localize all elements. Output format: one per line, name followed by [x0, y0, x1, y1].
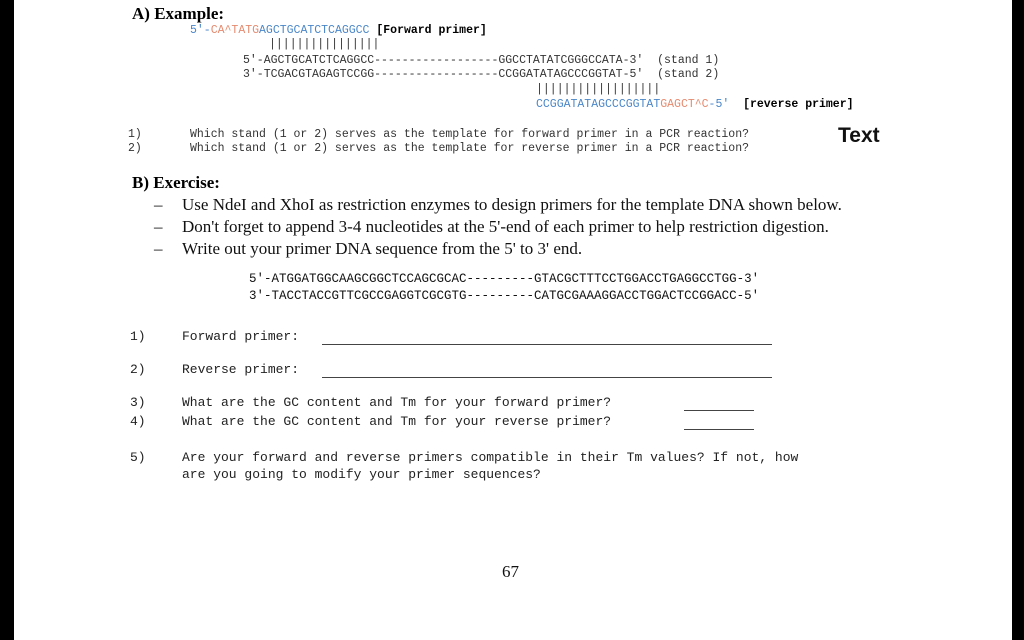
reverse-primer-anneal: CCGGATATAGCCCGGTAT [536, 98, 661, 111]
section-a-question-2-num: 2) [128, 142, 142, 155]
forward-gc-tm-question: What are the GC content and Tm for your forward primer? [182, 395, 612, 410]
forward-primer-anneal: AGCTGCATCTCAGGCC [259, 24, 370, 37]
reverse-gc-tm-question: What are the GC content and Tm for your reverse primer? [182, 414, 612, 429]
template-strand-top: 5'-ATGGATGGCAAGCGGCTCCAGCGCAC---------GTACGCTTTCCTGGACCTGAGGCCTGG-3' [249, 272, 760, 286]
forward-primer-prompt: Forward primer: [182, 329, 300, 344]
section-b-heading: B) Exercise: [132, 173, 220, 192]
forward-primer-overhang: CA^TATG [210, 24, 260, 37]
pairing-bars-top: |||||||||||||||| [269, 38, 380, 51]
instruction-item: – Don't forget to append 3-4 nucleotides at the 5'-end of each primer to help restriction digestion. [154, 216, 842, 238]
strand-1-label: (stand 1) [657, 54, 720, 67]
template-strand-bottom: 3'-TACCTACCGTTCGCCGAGGTCGCGTG---------CATGCGAAAGGACCTGGACTCCGGACC-5' [249, 289, 760, 303]
section-a-question-1-num: 1) [128, 128, 142, 141]
strand-2-right: CCGGATATAGCCCGGTAT-5' [498, 68, 644, 81]
exercise-question-2-num: 2) [130, 362, 146, 377]
forward-primer-prefix: 5'- [190, 24, 211, 37]
exercise-question-4-num: 4) [130, 414, 146, 429]
instruction-item: – Use NdeI and XhoI as restriction enzymes to design primers for the template DNA shown below. [154, 194, 842, 216]
tm-compatibility-question: Are your forward and reverse primers compatible in their Tm values? If not, how [182, 450, 799, 465]
strand-2-left: 3'-TCGACGTAGAGTCCGG [243, 68, 375, 81]
page-number: 67 [502, 562, 519, 581]
reverse-primer-answer-line[interactable] [322, 377, 772, 378]
text-tool-label[interactable]: Text [838, 124, 880, 147]
tm-compatibility-question-cont: are you going to modify your primer sequences? [182, 467, 541, 482]
reverse-primer-suffix: -5' [708, 98, 730, 111]
section-a-question-1: Which stand (1 or 2) serves as the template for forward primer in a PCR reaction? [190, 128, 749, 141]
forward-primer-answer-line[interactable] [322, 344, 772, 345]
strand-2-dashes: ------------------ [374, 68, 499, 81]
pairing-bars-bottom: |||||||||||||||||| [536, 83, 661, 96]
strand-1-dashes: ------------------ [374, 54, 499, 67]
strand-1-right: GGCCTATATCGGGCCATA-3' [498, 54, 644, 67]
reverse-gc-tm-answer-line[interactable] [684, 429, 754, 430]
exercise-question-5-num: 5) [130, 450, 146, 465]
exercise-question-3-num: 3) [130, 395, 146, 410]
instruction-item: – Write out your primer DNA sequence from the 5' to 3' end. [154, 238, 842, 260]
strand-2 [243, 68, 719, 81]
forward-primer-label: [Forward primer] [376, 24, 487, 37]
document-page [14, 0, 1012, 640]
section-a-heading: A) Example: [132, 4, 225, 23]
forward-gc-tm-answer-line[interactable] [684, 410, 754, 411]
strand-1-left: 5'-AGCTGCATCTCAGGCC [243, 54, 375, 67]
section-a-question-2: Which stand (1 or 2) serves as the template for reverse primer in a PCR reaction? [190, 142, 749, 155]
exercise-question-1-num: 1) [130, 329, 146, 344]
strand-2-label: (stand 2) [657, 68, 720, 81]
reverse-primer-example [536, 98, 854, 111]
forward-primer-example [190, 24, 487, 37]
reverse-primer-overhang: GAGCT^C [660, 98, 709, 111]
strand-1 [243, 54, 719, 67]
exercise-instructions [154, 194, 842, 260]
reverse-primer-label: [reverse primer] [743, 98, 854, 111]
reverse-primer-prompt: Reverse primer: [182, 362, 300, 377]
